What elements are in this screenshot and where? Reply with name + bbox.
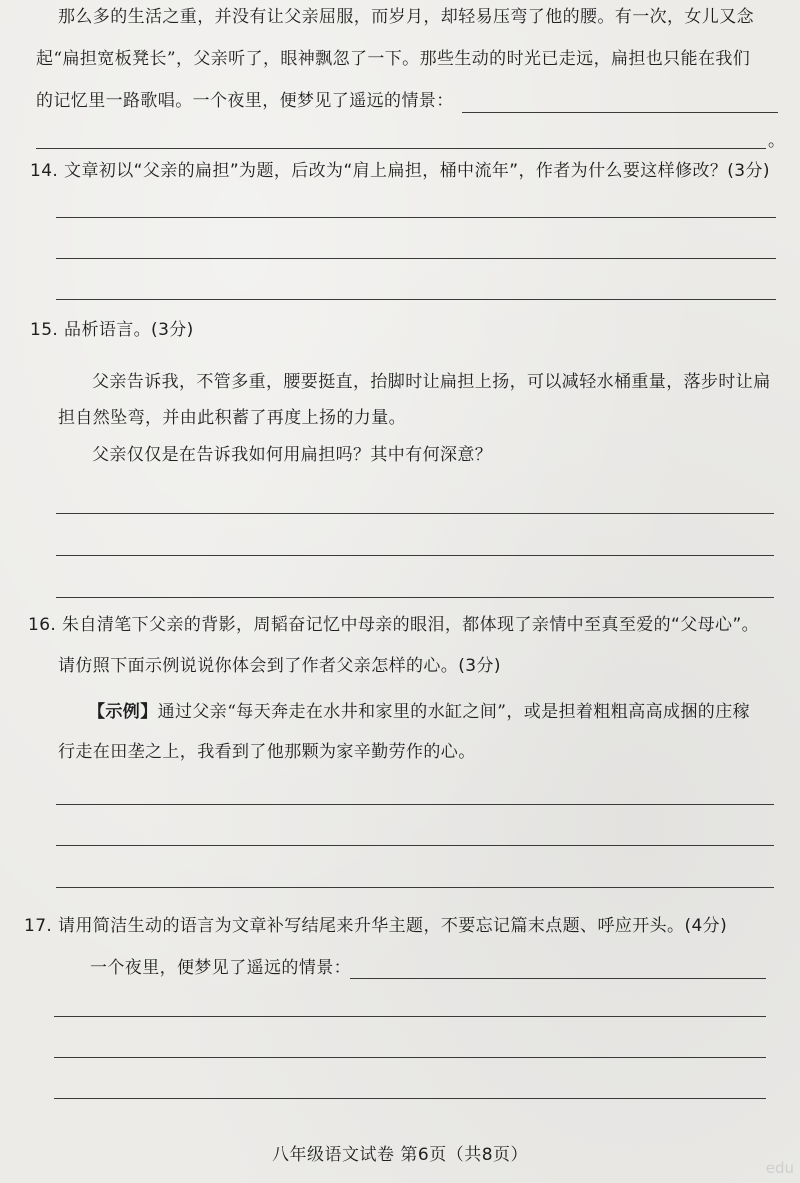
answer-line-17-2[interactable] — [54, 1057, 766, 1058]
question-16-line-1: 16. 朱自清笔下父亲的背影，周韬奋记忆中母亲的眼泪，都体现了亲情中至真至爱的“父母心”。 — [28, 615, 760, 635]
watermark: edu — [765, 1159, 794, 1177]
answer-line-15-3[interactable] — [56, 597, 774, 598]
answer-line-17-1[interactable] — [54, 1016, 766, 1017]
answer-line-16-1[interactable] — [56, 804, 774, 805]
answer-line-passage-1[interactable] — [462, 112, 778, 113]
answer-line-14-1[interactable] — [56, 217, 776, 218]
q16-example-line-1 — [88, 701, 750, 723]
passage-line-2: 起“扁担宽板凳长”，父亲听了，眼神飘忽了一下。那些生动的时光已走远，扁担也只能在我们 — [36, 49, 751, 69]
answer-line-17-0[interactable] — [350, 978, 766, 979]
answer-line-14-2[interactable] — [56, 258, 776, 259]
passage-end-mark: 。 — [768, 131, 786, 151]
passage-line-3: 的记忆里一路歌唱。一个夜里，便梦见了遥远的情景： — [36, 91, 454, 111]
q16-example-text-1: 通过父亲“每天奔走在水井和家里的水缸之间”，或是担着粗粗高高成捆的庄稼 — [157, 702, 750, 722]
passage-line-1: 那么多的生活之重，并没有让父亲屈服，而岁月，却轻易压弯了他的腰。有一次，女儿又念 — [58, 7, 754, 27]
answer-line-15-1[interactable] — [56, 513, 774, 514]
question-16-line-2: 请仿照下面示例说说你体会到了作者父亲怎样的心。(3分) — [58, 656, 501, 676]
q15-quote-line-1: 父亲告诉我，不管多重，腰要挺直，抬脚时让扁担上扬，可以减轻水桶重量，落步时让扁 — [92, 372, 771, 392]
q15-quote-line-2: 担自然坠弯，并由此积蓄了再度上扬的力量。 — [58, 408, 406, 428]
answer-line-17-3[interactable] — [54, 1098, 766, 1099]
answer-line-16-2[interactable] — [56, 845, 774, 846]
answer-line-15-2[interactable] — [56, 555, 774, 556]
question-14: 14. 文章初以“父亲的扁担”为题，后改为“肩上扁担，桶中流年”，作者为什么要这样修改？(3分) — [30, 161, 770, 181]
q15-question: 父亲仅仅是在告诉我如何用扁担吗？其中有何深意？ — [92, 445, 493, 465]
page-footer: 八年级语文试卷 第6页（共8页） — [271, 1145, 529, 1165]
answer-line-16-3[interactable] — [56, 887, 774, 888]
answer-line-14-3[interactable] — [56, 299, 776, 300]
question-17: 17. 请用简洁生动的语言为文章补写结尾来升华主题，不要忘记篇末点题、呼应开头。(4分) — [24, 916, 728, 936]
q16-example-line-2: 行走在田垄之上，我看到了他那颗为家辛勤劳作的心。 — [58, 742, 476, 762]
answer-line-passage-2[interactable] — [36, 148, 766, 149]
question-15: 15. 品析语言。(3分) — [30, 320, 194, 340]
q16-example-label: 【示例】 — [88, 702, 158, 722]
q17-prompt: 一个夜里，便梦见了遥远的情景： — [90, 958, 351, 978]
